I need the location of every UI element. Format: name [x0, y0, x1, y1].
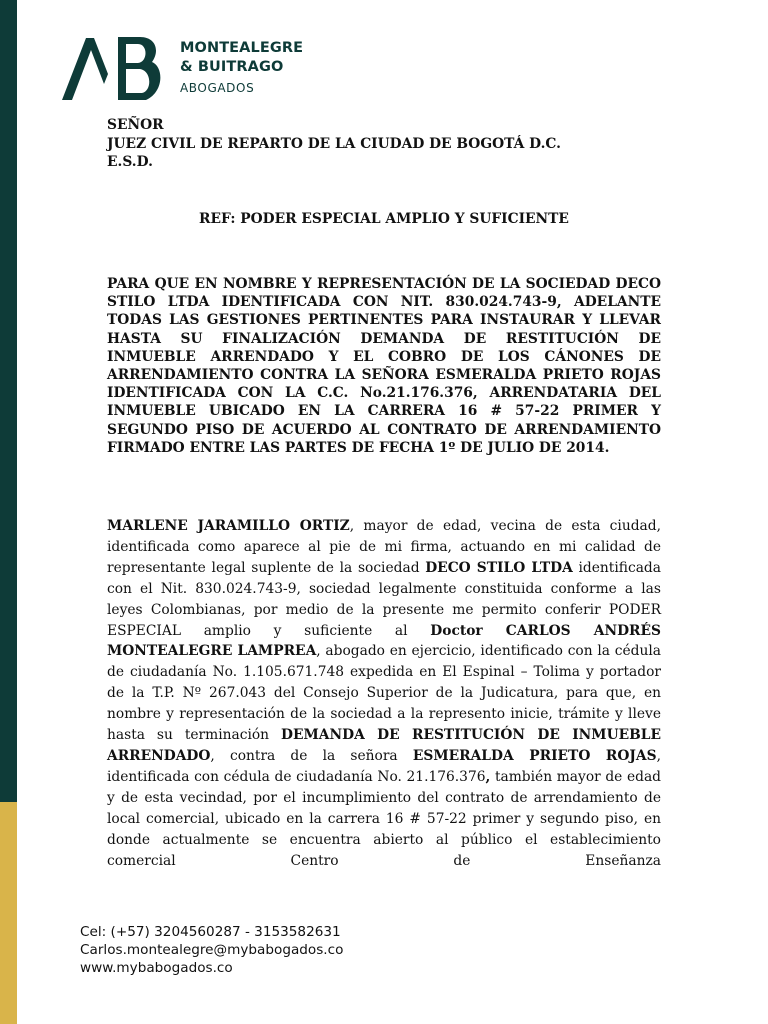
logo-tagline: ABOGADOS [180, 81, 255, 95]
addressee-line-3: E.S.D. [107, 154, 153, 170]
body-text-4: , contra de la señora [210, 747, 413, 764]
grantor-name: MARLENE JARAMILLO ORTIZ [107, 518, 350, 534]
footer-email: Carlos.montealegre@mybabogados.co [80, 942, 344, 959]
contact-footer [80, 923, 343, 978]
mb-logo-mark [60, 34, 170, 102]
purpose-paragraph: PARA QUE EN NOMBRE Y REPRESENTACIÓN DE LA SOCIEDAD DECO STILO LTDA IDENTIFICADA CON NIT. 830.024.743-9, ADELANTE TODAS LAS GESTIONES PERTINENTES PARA INSTAURAR Y LLEVAR HASTA SU FINALIZACIÓN DEMANDA DE RESTITUCIÓN DE INMUEBLE ARRENDADO Y EL COBRO DE LOS CÁNONES DE ARRENDAMIENTO CONTRA LA SEÑORA ESMERALDA PRIETO ROJAS IDENTIFICADA CON LA C.C. No.21.176.376, ARRENDATARIA DEL INMUEBLE UBICADO EN LA CARRERA 16 # 57-22 PRIMER Y SEGUNDO PISO DE ACUERDO AL CONTRATO DE ARRENDAMIENTO FIRMADO ENTRE LAS PARTES DE FECHA 1º DE JULIO DE 2014. [107, 276, 661, 456]
body-text-6: también mayor de edad y de esta vecindad, por el incumplimiento del contrato de arrendamiento de local comercial, ubicado en la carrera 16 # 57-22 primer y segundo piso, en donde actualmente se encuentra abierto al público el establecimiento comercial Centro de Enseñanza [107, 768, 661, 869]
letterhead-logo [60, 34, 320, 104]
defendant-name: ESMERALDA PRIETO ROJAS [412, 747, 657, 764]
logo-name-line2: & BUITRAGO [180, 59, 284, 75]
body-text-2: identificada con el Nit. 830.024.743-9, sociedad legalmente constituida conforme a las leyes Colombianas, por medio de la presente me permito conferir PODER ESPECIAL amplio y suficiente al [107, 559, 661, 639]
body-text-1: , mayor de edad, vecina de esta ciudad, identificada como aparece al pie de mi firma, actuando en mi calidad de representante legal suplente de la sociedad [107, 518, 661, 576]
reference-line: REF: PODER ESPECIAL AMPLIO Y SUFICIENTE [199, 211, 569, 227]
logo-name-line1: MONTEALEGRE [180, 40, 304, 56]
side-bar-bottom [0, 802, 17, 1024]
bold-comma: , [485, 768, 491, 785]
addressee-line-1: SEÑOR [107, 117, 164, 133]
addressee-line-2: JUEZ CIVIL DE REPARTO DE LA CIUDAD DE BOGOTÁ D.C. [107, 135, 561, 152]
claim-title: DEMANDA DE RESTITUCIÓN DE INMUEBLE ARRENDADO [107, 727, 661, 764]
body-text-3: , abogado en ejercicio, identificado con la cédula de ciudadanía No. 1.105.671.748 expedida en El Espinal – Tolima y portador de la T.P. Nº 267.043 del Consejo Superior de la Judicatura, para que, en nombre y representación de la sociedad a la represento inicie, trámite y lleve hasta su terminación [107, 643, 661, 744]
addressee-block [107, 116, 561, 172]
footer-website: www.mybabogados.co [80, 960, 233, 977]
footer-phone: Cel: (+57) 3204560287 - 3153582631 [80, 924, 341, 940]
company-name: DECO STILO LTDA [425, 559, 573, 576]
body-text-5: , identificada con cédula de ciudadanía No. 21.176.376 [107, 747, 661, 785]
attorney-name: Doctor CARLOS ANDRÉS MONTEALEGRE LAMPREA [107, 622, 661, 660]
logo-text [180, 39, 303, 97]
side-bar-top [0, 0, 17, 802]
body-paragraph [107, 516, 661, 871]
